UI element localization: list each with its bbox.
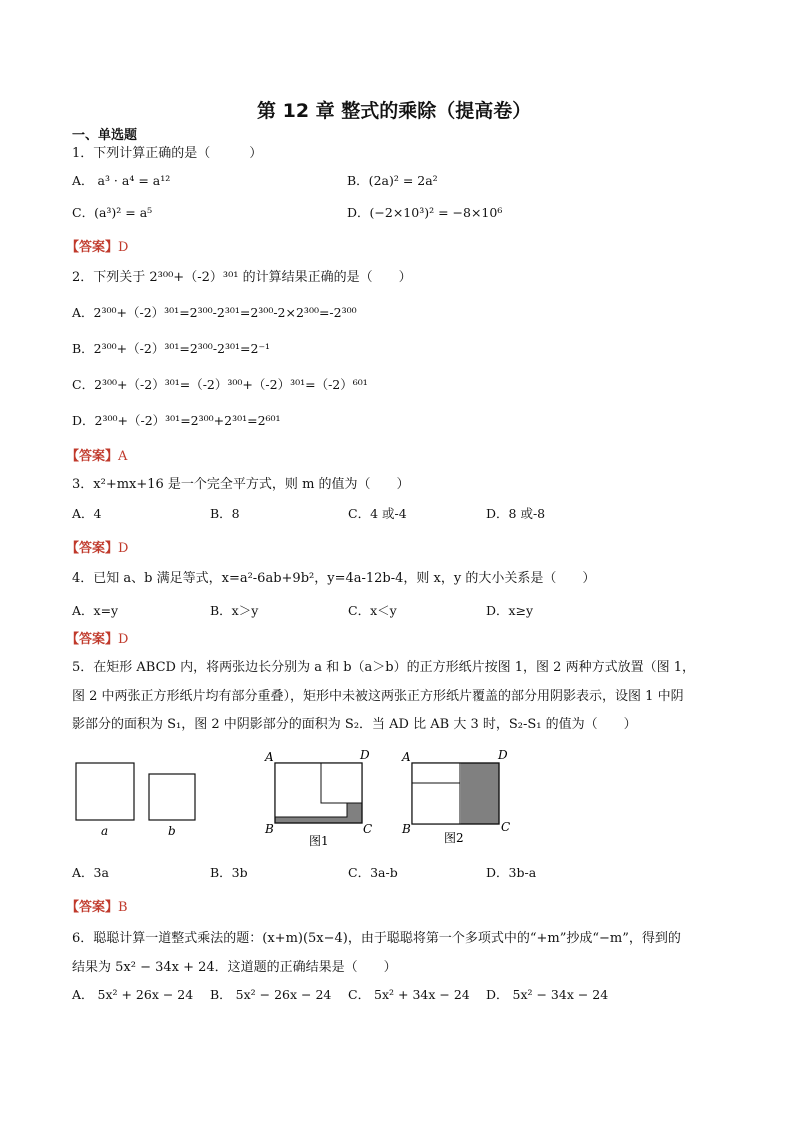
answer-label: 【答案】 bbox=[66, 541, 119, 556]
square-a-shape bbox=[76, 763, 134, 820]
q2-option-a: A．2³⁰⁰+（-2）³⁰¹=2³⁰⁰-2³⁰¹=2³⁰⁰-2×2³⁰⁰=-2³⁰⁰ bbox=[72, 305, 357, 320]
q5-stem-line2: 图 2 中两张正方形纸片均有部分重叠），矩形中未被这两张正方形纸片覆盖的部分用阴影表示，设图 1 中阴 bbox=[72, 689, 684, 704]
fig2-corner-c: C bbox=[501, 820, 511, 834]
fig1-caption: 图1 bbox=[309, 834, 329, 848]
q2-option-c: C．2³⁰⁰+（-2）³⁰¹=（-2）³⁰⁰+（-2）³⁰¹=（-2）⁶⁰¹ bbox=[72, 377, 368, 392]
q3-option-a: A．4 bbox=[72, 506, 102, 521]
figure-2 bbox=[401, 748, 510, 845]
fig2-corner-d: D bbox=[498, 748, 508, 762]
q4-answer-value: D bbox=[118, 632, 129, 647]
q1-option-b: B．(2a)² = 2a² bbox=[347, 173, 438, 188]
q4-stem: 4．已知 a、b 满足等式，x=a²-6ab+9b²，y=4a-12b-4，则 x，y 的大小关系是（ ） bbox=[72, 571, 596, 586]
q5-option-c: C．3a-b bbox=[348, 865, 398, 880]
q1-option-d: D．(−2×10³)² = −8×10⁶ bbox=[347, 205, 503, 220]
q6-option-b: B． 5x² − 26x − 24 bbox=[210, 987, 332, 1002]
q6-option-d: D． 5x² − 34x − 24 bbox=[486, 987, 609, 1002]
fig1-corner-c: C bbox=[363, 822, 373, 836]
q5-stem-line1: 5．在矩形 ABCD 内，将两张边长分别为 a 和 b（a＞b）的正方形纸片按图 1，图 2 两种方式放置（图 1， bbox=[72, 660, 695, 675]
q5-answer bbox=[66, 896, 128, 915]
q4-option-c: C．x＜y bbox=[348, 603, 397, 618]
q5-figures bbox=[60, 745, 520, 855]
figure-1 bbox=[264, 748, 372, 848]
fig2-corner-a: A bbox=[402, 750, 411, 764]
q2-option-d: D．2³⁰⁰+（-2）³⁰¹=2³⁰⁰+2³⁰¹=2⁶⁰¹ bbox=[72, 413, 281, 428]
fig2-square-a bbox=[412, 783, 460, 824]
q3-answer-value: D bbox=[118, 541, 129, 556]
answer-label: 【答案】 bbox=[66, 449, 119, 464]
section-heading: 一、单选题 bbox=[72, 128, 138, 143]
q1-answer bbox=[66, 236, 128, 255]
q3-option-c: C．4 或-4 bbox=[348, 506, 407, 521]
label-a: a bbox=[101, 824, 109, 838]
fig2-corner-b: B bbox=[402, 822, 411, 836]
answer-label: 【答案】 bbox=[66, 240, 119, 255]
fig1-square-b bbox=[321, 763, 362, 803]
q5-option-d: D．3b-a bbox=[486, 865, 537, 880]
page-title: 第 12 章 整式的乘除（提高卷） bbox=[257, 100, 532, 122]
q4-option-b: B．x＞y bbox=[210, 603, 259, 618]
q4-option-d: D．x≥y bbox=[486, 603, 534, 618]
fig2-caption: 图2 bbox=[444, 831, 464, 845]
q6-option-a: A． 5x² + 26x − 24 bbox=[72, 987, 194, 1002]
fig1-corner-d: D bbox=[360, 748, 370, 762]
q2-option-b: B．2³⁰⁰+（-2）³⁰¹=2³⁰⁰-2³⁰¹=2⁻¹ bbox=[72, 341, 271, 356]
q5-option-b: B．3b bbox=[210, 865, 248, 880]
q3-option-b: B．8 bbox=[210, 506, 240, 521]
q2-stem: 2．下列关于 2³⁰⁰+（-2）³⁰¹ 的计算结果正确的是（ ） bbox=[72, 270, 412, 285]
q5-answer-value: B bbox=[118, 900, 128, 915]
q3-answer bbox=[66, 537, 128, 556]
q2-answer-value: A bbox=[118, 449, 128, 464]
answer-label: 【答案】 bbox=[66, 632, 119, 647]
q1-stem: 1．下列计算正确的是（ ） bbox=[72, 146, 263, 161]
q3-option-d: D．8 或-8 bbox=[486, 506, 546, 521]
q6-stem-line2: 结果为 5x² − 34x + 24．这道题的正确结果是（ ） bbox=[72, 960, 397, 975]
fig2-square-b bbox=[412, 763, 460, 783]
q2-answer bbox=[66, 445, 127, 464]
q1-option-a: A． a³ · a⁴ = a¹² bbox=[72, 173, 171, 188]
q3-stem: 3．x²+mx+16 是一个完全平方式，则 m 的值为（ ） bbox=[72, 477, 410, 492]
fig1-corner-a: A bbox=[265, 750, 274, 764]
q5-option-a: A．3a bbox=[72, 865, 109, 880]
q6-stem-line1: 6．聪聪计算一道整式乘法的题：(x+m)(5x−4)，由于聪聪将第一个多项式中的“+m”抄成“−m”，得到的 bbox=[72, 931, 681, 946]
q6-option-c: C． 5x² + 34x − 24 bbox=[348, 987, 470, 1002]
q4-answer bbox=[66, 628, 128, 647]
label-b: b bbox=[168, 824, 176, 838]
square-b-shape bbox=[149, 774, 195, 820]
answer-label: 【答案】 bbox=[66, 900, 119, 915]
q5-stem-line3: 影部分的面积为 S₁，图 2 中阴影部分的面积为 S₂．当 AD 比 AB 大 3 时，S₂-S₁ 的值为（ ） bbox=[72, 717, 637, 732]
q4-option-a: A．x=y bbox=[72, 603, 119, 618]
fig1-corner-b: B bbox=[265, 822, 274, 836]
q1-answer-value: D bbox=[118, 240, 129, 255]
q1-option-c: C．(a³)² = a⁵ bbox=[72, 205, 153, 220]
